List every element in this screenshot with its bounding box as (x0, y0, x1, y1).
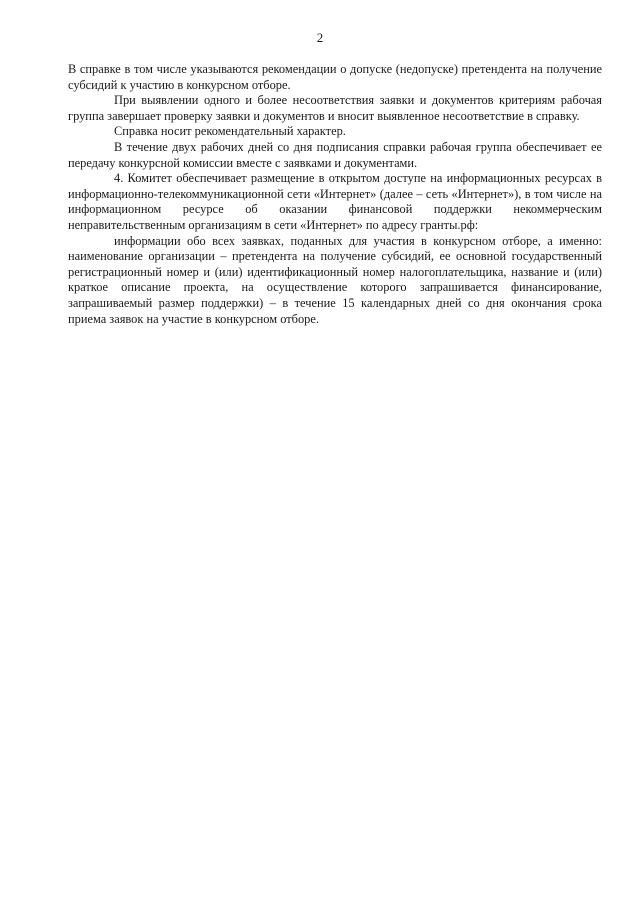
paragraph-advisory-nature: Справка носит рекомендательный характер. (114, 124, 346, 139)
paragraph-transfer-deadline: В течение двух рабочих дней со дня подписания справки рабочая группа обеспечивает ее передачу конкурсной комиссии вместе с заявками и документами. (68, 139, 602, 170)
paragraph-nonconformity: При выявлении одного и более несоответствия заявки и документов критериям рабочая группа завершает проверку заявки и документов и вносит выявленное несоответствие в справку. (68, 93, 602, 123)
page-number: 2 (316, 30, 324, 45)
paragraph-applications-info: информации обо всех заявках, поданных для участия в конкурсном отборе, а именно: наименование организации – претендента на получение субсидий, ее основной государственный регистрационный номер и (или) идентификационный номер налогоплательщика, название и (или) краткое описание проекта, на осуществление которого запрашивается финансирование, запрашиваемый размер поддержки) – в течение 15 календарных дней со дня окончания срока приема заявок на участие в конкурсном отборе. (68, 233, 602, 326)
document-body (68, 62, 602, 327)
paragraph-recommendations: В справке в том числе указываются рекомендации о допуске (недопуске) претендента на получение субсидий к участию в конкурсном отборе. (68, 62, 602, 92)
paragraph-item-4-publication: 4. Комитет обеспечивает размещение в открытом доступе на информационных ресурсах в информационно-телекоммуникационной сети «Интернет» (далее – сеть «Интернет»), в том числе на информационном ресурсе об оказании финансовой поддержки некоммерческим неправительственным организациям в сети «Интернет» по адресу гранты.рф: (68, 171, 602, 232)
